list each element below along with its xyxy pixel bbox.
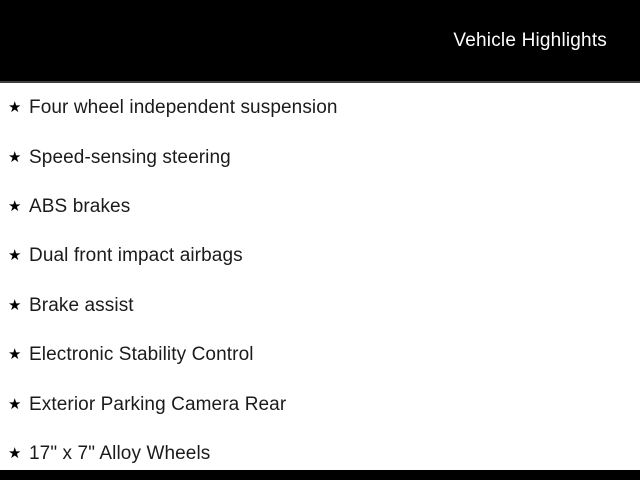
star-icon: ★ <box>8 444 22 462</box>
list-item <box>0 281 640 330</box>
header-bar <box>0 0 640 83</box>
list-item <box>0 379 640 428</box>
highlight-text: Brake assist <box>29 294 134 316</box>
star-icon: ★ <box>8 99 22 117</box>
highlight-text: Speed-sensing steering <box>29 146 231 168</box>
list-item <box>0 182 640 231</box>
highlight-text: Electronic Stability Control <box>29 344 254 366</box>
highlight-text: ABS brakes <box>29 195 131 217</box>
star-icon: ★ <box>8 197 22 215</box>
highlight-text: Four wheel independent suspension <box>29 97 338 119</box>
page-title: Vehicle Highlights <box>453 30 607 51</box>
star-icon: ★ <box>8 296 22 314</box>
list-item <box>0 231 640 280</box>
vehicle-highlights-list <box>0 83 640 478</box>
list-item <box>0 83 640 132</box>
star-icon: ★ <box>8 148 22 166</box>
star-icon: ★ <box>8 346 22 364</box>
highlight-text: 17" x 7" Alloy Wheels <box>29 442 211 464</box>
highlight-text: Exterior Parking Camera Rear <box>29 393 287 415</box>
list-item <box>0 132 640 181</box>
list-item <box>0 330 640 379</box>
star-icon: ★ <box>8 247 22 265</box>
highlight-text: Dual front impact airbags <box>29 245 243 267</box>
footer-bar <box>0 470 640 480</box>
star-icon: ★ <box>8 395 22 413</box>
